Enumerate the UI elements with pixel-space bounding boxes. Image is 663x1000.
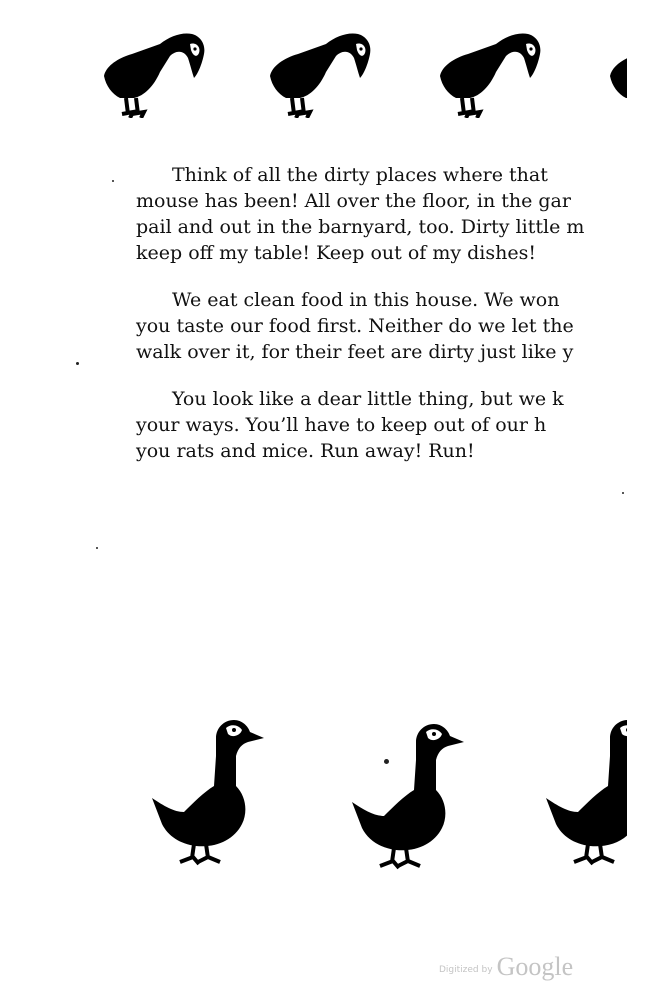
digitized-by-google-watermark — [439, 952, 573, 982]
goose-bending-icon — [436, 28, 546, 118]
text-line: pail and out in the barnyard, too. Dirty little m — [136, 216, 585, 238]
text-line: You look like a dear little thing, but we k — [172, 388, 564, 410]
scan-speck — [622, 492, 624, 494]
text-line: mouse has been! All over the floor, in the gar — [136, 190, 571, 212]
paragraph — [136, 162, 627, 266]
scan-speck — [76, 362, 79, 365]
goose-bending-icon — [266, 28, 376, 118]
text-line: your ways. You’ll have to keep out of our h — [136, 414, 547, 436]
scan-speck — [96, 547, 98, 549]
goose-bending-icon — [100, 28, 210, 118]
paragraph — [136, 386, 627, 464]
paragraph — [136, 287, 627, 365]
text-line: you taste our food first. Neither do we let the — [136, 315, 574, 337]
text-line: Think of all the dirty places where that — [172, 164, 548, 186]
goose-standing-icon — [150, 716, 270, 866]
watermark-prefix: Digitized by — [439, 965, 493, 975]
text-line: walk over it, for their feet are dirty just like y — [136, 341, 574, 363]
scan-speck — [112, 180, 114, 182]
text-line: you rats and mice. Run away! Run! — [136, 440, 475, 462]
watermark-brand: Google — [496, 952, 574, 981]
story-text — [136, 162, 627, 485]
text-line: keep off my table! Keep out of my dishes! — [136, 242, 536, 264]
goose-standing-icon — [350, 720, 470, 870]
text-line: We eat clean food in this house. We won — [172, 289, 560, 311]
scan-speck — [384, 759, 389, 764]
goose-bending-icon — [606, 28, 627, 118]
goose-standing-icon — [544, 716, 627, 866]
